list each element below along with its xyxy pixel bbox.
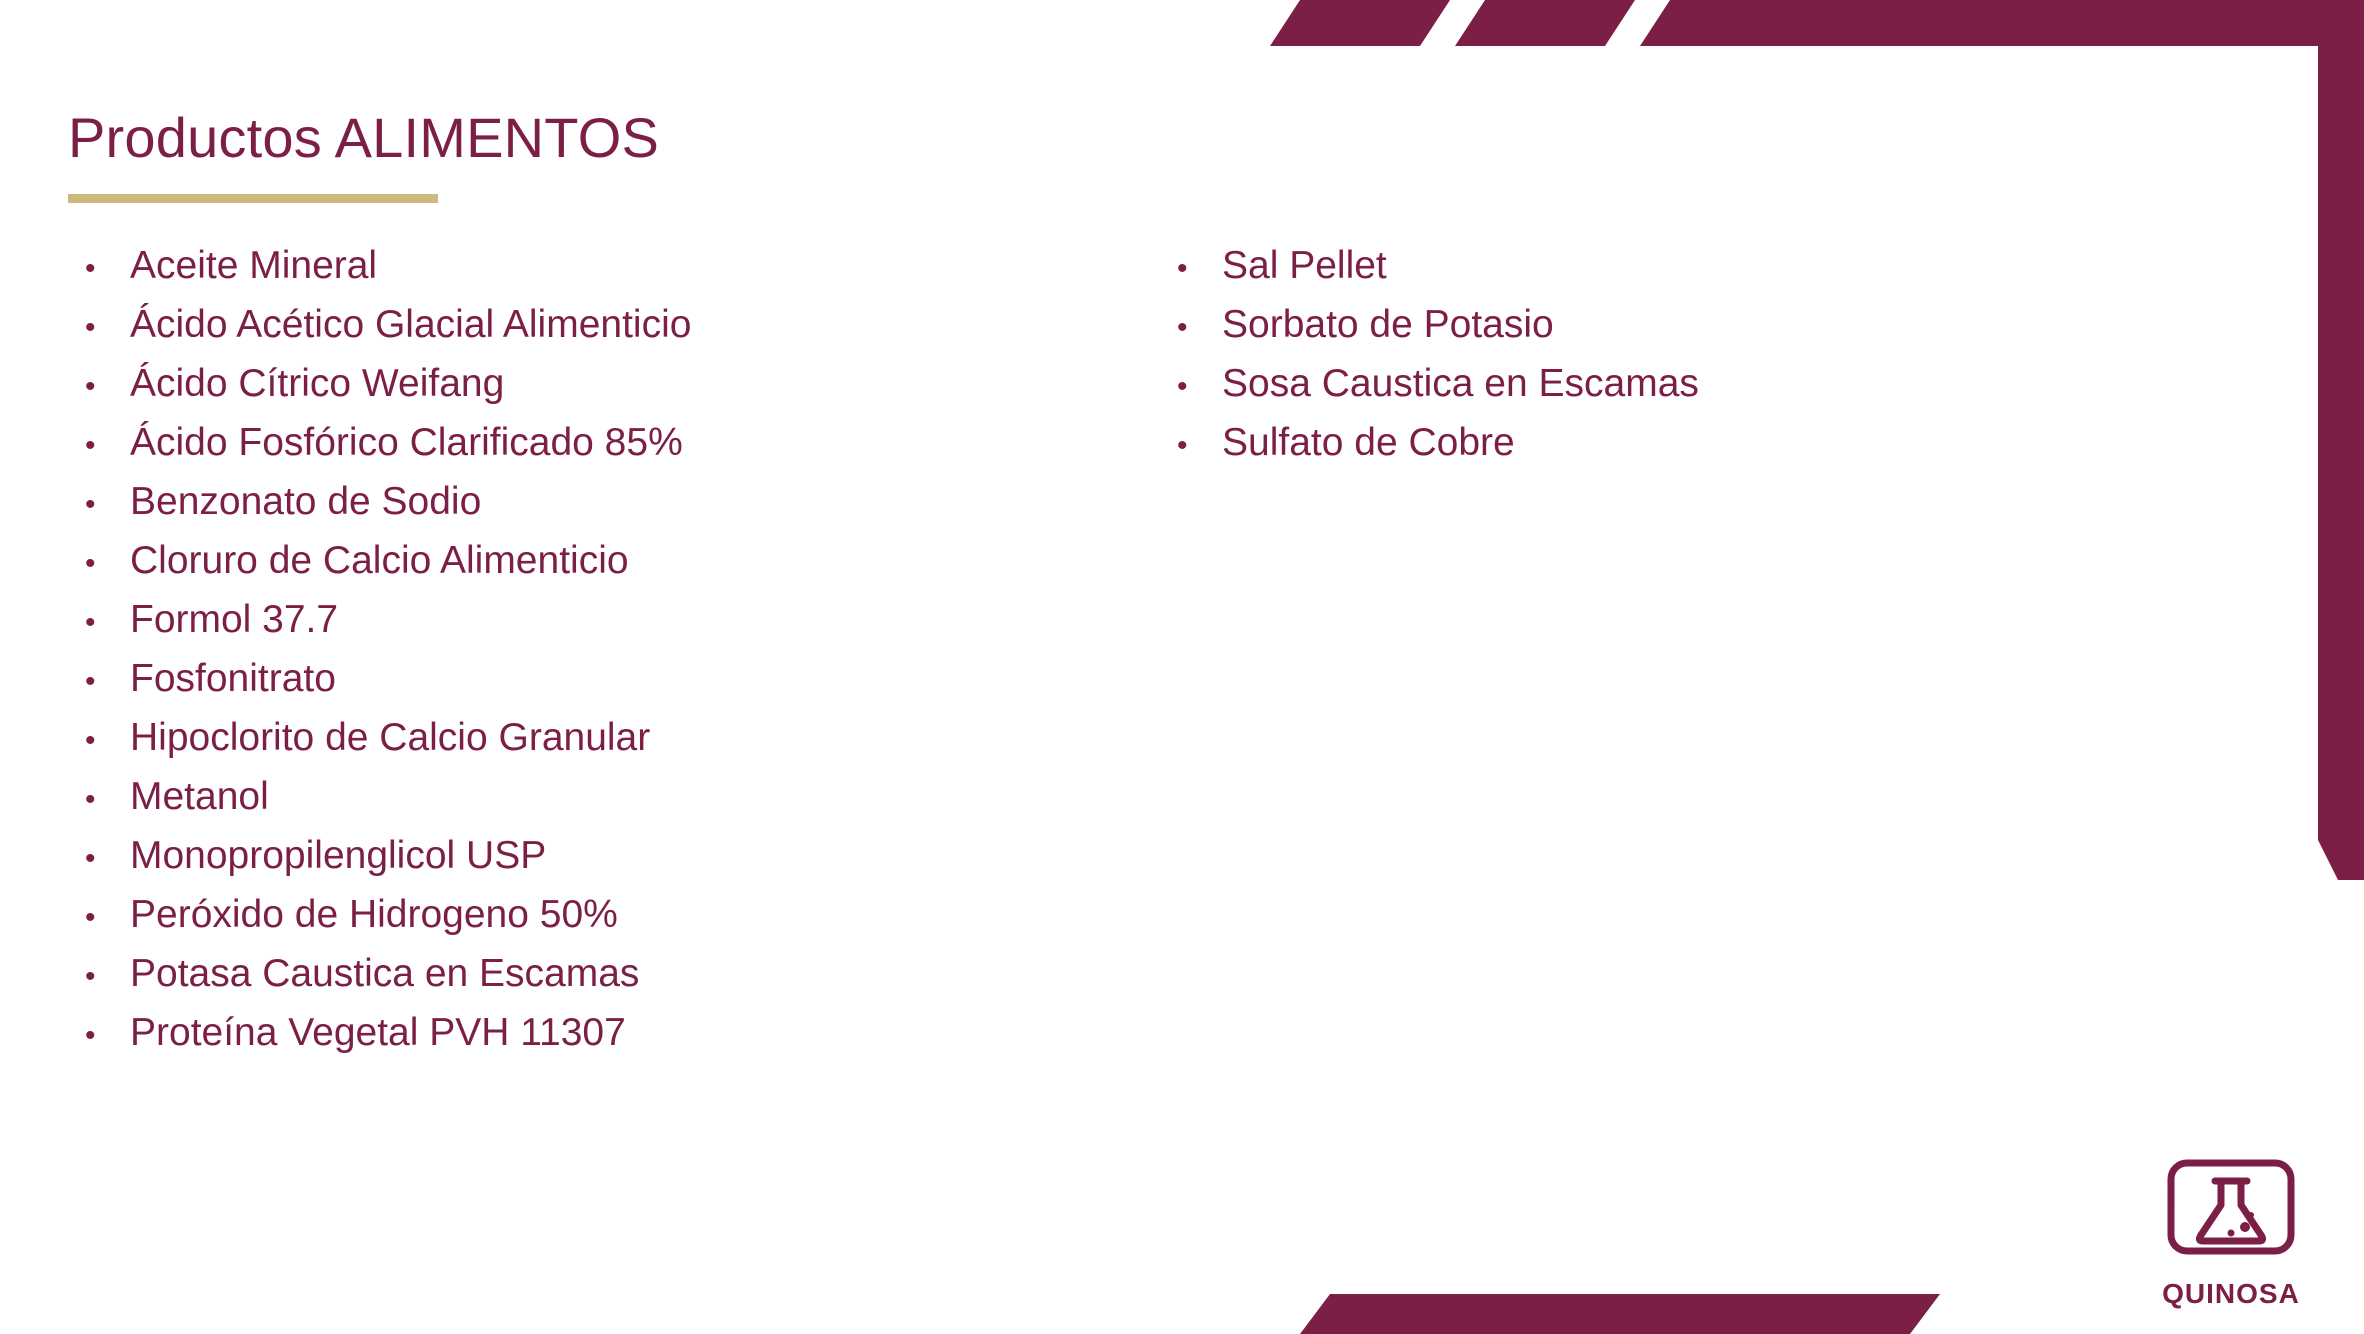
list-item-label: Cloruro de Calcio Alimenticio xyxy=(130,539,629,582)
list-item xyxy=(68,826,1118,885)
list-item xyxy=(68,708,1118,767)
list-item xyxy=(68,236,1118,295)
page-title: Productos ALIMENTOS xyxy=(68,106,660,169)
list-item-label: Benzonato de Sodio xyxy=(130,480,482,523)
list-item xyxy=(1160,236,2060,295)
list-item-label: Sulfato de Cobre xyxy=(1222,421,1515,464)
bullet-icon: • xyxy=(85,606,96,639)
bullet-icon: • xyxy=(85,252,96,285)
bullet-icon: • xyxy=(85,429,96,462)
bullet-icon: • xyxy=(85,311,96,344)
bullet-icon: • xyxy=(85,665,96,698)
list-item xyxy=(68,354,1118,413)
bullet-icon: • xyxy=(1177,370,1188,403)
list-item xyxy=(68,590,1118,649)
list-item xyxy=(1160,295,2060,354)
bullet-icon: • xyxy=(1177,311,1188,344)
list-item-label: Ácido Cítrico Weifang xyxy=(130,362,505,405)
bullet-icon: • xyxy=(85,547,96,580)
list-item xyxy=(68,531,1118,590)
flask-icon xyxy=(2156,1159,2306,1276)
logo-wordmark: QUINOSA xyxy=(2162,1278,2300,1309)
bullet-icon: • xyxy=(85,783,96,816)
list-item-label: Sosa Caustica en Escamas xyxy=(1222,362,1699,405)
bullet-icon: • xyxy=(1177,252,1188,285)
title-underline xyxy=(68,190,438,199)
bullet-icon: • xyxy=(1177,429,1188,462)
list-item xyxy=(68,885,1118,944)
bullet-column-left xyxy=(68,236,1118,1062)
list-item xyxy=(68,944,1118,1003)
list-item-label: Peróxido de Hidrogeno 50% xyxy=(130,893,618,936)
list-item-label: Ácido Fosfórico Clarificado 85% xyxy=(130,421,683,464)
decorative-top-stripes xyxy=(1270,0,2364,46)
decorative-bottom-stripes xyxy=(1300,1294,2040,1334)
list-item-label: Formol 37.7 xyxy=(130,598,339,641)
list-item xyxy=(68,767,1118,826)
list-item-label: Aceite Mineral xyxy=(130,244,378,287)
bullet-icon: • xyxy=(85,842,96,875)
list-item xyxy=(1160,413,2060,472)
list-item-label: Metanol xyxy=(130,775,269,818)
bullet-column-right xyxy=(1160,236,2060,472)
list-item-label: Sal Pellet xyxy=(1222,244,1387,287)
bullet-list-left xyxy=(68,236,1118,1062)
bullet-icon: • xyxy=(85,724,96,757)
list-item-label: Proteína Vegetal PVH 11307 xyxy=(130,1011,626,1054)
list-item-label: Monopropilenglicol USP xyxy=(130,834,547,877)
list-item xyxy=(68,413,1118,472)
list-item xyxy=(1160,354,2060,413)
brand-logo xyxy=(2156,1159,2306,1310)
bullet-icon: • xyxy=(85,488,96,521)
bullet-icon: • xyxy=(85,1019,96,1052)
bullet-icon: • xyxy=(85,901,96,934)
list-item-label: Potasa Caustica en Escamas xyxy=(130,952,640,995)
decorative-right-bar xyxy=(2318,0,2364,880)
list-item xyxy=(68,295,1118,354)
bullet-icon: • xyxy=(85,960,96,993)
bullet-icon: • xyxy=(85,370,96,403)
list-item xyxy=(68,1003,1118,1062)
list-item xyxy=(68,472,1118,531)
bullet-list-right xyxy=(1160,236,2060,472)
list-item xyxy=(68,649,1118,708)
list-item-label: Ácido Acético Glacial Alimenticio xyxy=(130,303,692,346)
list-item-label: Sorbato de Potasio xyxy=(1222,303,1554,346)
list-item-label: Fosfonitrato xyxy=(130,657,336,700)
list-item-label: Hipoclorito de Calcio Granular xyxy=(130,716,651,759)
